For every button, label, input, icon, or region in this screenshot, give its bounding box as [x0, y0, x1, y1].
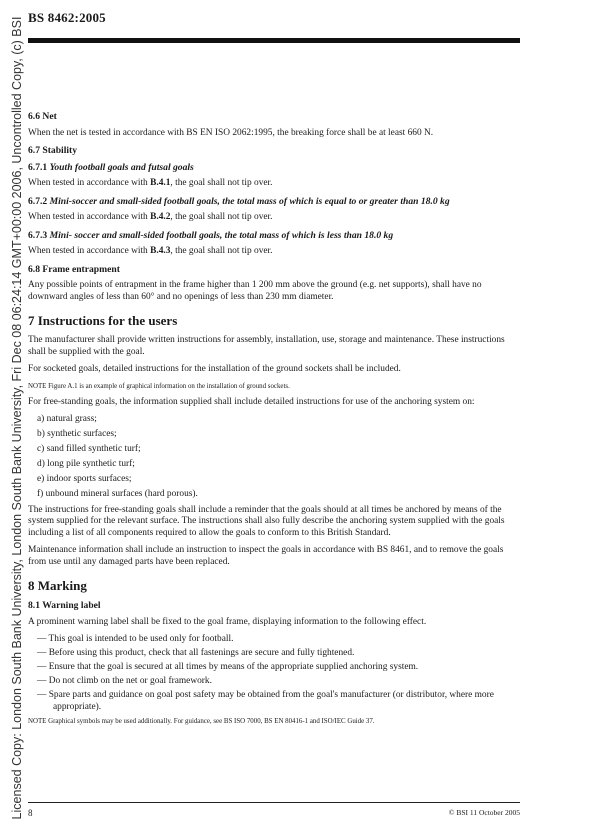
para-7-3: For free-standing goals, the information supplied shall include detailed instructions for use of the anchoring system on: [28, 396, 475, 407]
list-item: e) indoor sports surfaces; [37, 474, 132, 484]
list-item: f) unbound mineral surfaces (hard porous). [37, 489, 198, 499]
annex-ref: B.4.1 [150, 178, 171, 188]
list-item: — Ensure that the goal is secured at all times by means of the appropriate supplied anchoring system. [37, 662, 419, 672]
annex-ref: B.4.3 [150, 246, 171, 256]
para-7-2: For socketed goals, detailed instructions for the installation of the ground sockets shall be included. [28, 364, 401, 374]
document-body [28, 111, 522, 732]
text: , the goal shall not tip over. [170, 246, 273, 256]
clause-number: 6.7.2 [28, 195, 48, 207]
footer-rule [28, 802, 520, 803]
heading-6-7-3 [28, 230, 522, 242]
para-8-1: A prominent warning label shall be fixed to the goal frame, displaying information to the following effect. [28, 616, 427, 627]
clause-title: Youth football goals and futsal goals [49, 161, 194, 173]
list-item: — Do not climb on the net or goal framework. [37, 676, 212, 686]
heading-6-8: 6.8 Frame entrapment [28, 263, 120, 275]
text: , the goal shall not tip over. [170, 212, 273, 222]
heading-6-7: 6.7 Stability [28, 145, 78, 156]
clause-title: Mini-soccer and small-sided football goals, the total mass of which is equal to or greater than 18.0 kg [49, 195, 450, 207]
note-8-1: NOTE Graphical symbols may be used additionally. For guidance, see BS ISO 7000, BS EN 80416-1 and ISO/IEC Guide 37. [28, 718, 375, 725]
copyright-notice: © BSI 11 October 2005 [448, 808, 520, 817]
section-8-title: 8 Marking [28, 578, 87, 593]
heading-8-1: 8.1 Warning label [28, 600, 101, 611]
list-item: — Before using this product, check that all fastenings are secure and fully tightened. [37, 648, 355, 658]
clause-number: 6.7.1 [28, 161, 48, 173]
para-6-6: When the net is tested in accordance with BS EN ISO 2062:1995, the breaking force shall be at least 660 N. [28, 127, 434, 138]
clause-number: 6.7.3 [28, 229, 48, 241]
para-6-7-1 [28, 178, 522, 190]
document-id: BS 8462:2005 [28, 10, 106, 25]
clause-title: Mini- soccer and small-sided football goals, the total mass of which is less than 18.0 kg [49, 229, 394, 241]
warning-items [28, 634, 522, 713]
header-rule [28, 38, 520, 43]
para-6-7-2 [28, 212, 522, 224]
para-6-7-3 [28, 246, 522, 258]
text: When tested in accordance with [28, 246, 151, 256]
annex-ref: B.4.2 [150, 212, 171, 222]
list-item: b) synthetic surfaces; [37, 429, 117, 439]
list-item: a) natural grass; [37, 414, 97, 424]
list-item: c) sand filled synthetic turf; [37, 444, 141, 454]
para-7-5: Maintenance information shall include an instruction to inspect the goals in accordance with BS 8461, and to remove the goals from use until any damaged parts have been replaced. [28, 545, 504, 567]
para-7-4: The instructions for free-standing goals shall include a reminder that the goals should at all times be anchored by means of the system supplied for the relevant surface. The instructions shall also fully describe the anchoring system supplied with the goals including a list of all components required to allow the goals to conform to this British Standard. [28, 504, 505, 538]
page-number: 8 [28, 808, 33, 818]
list-item: — Spare parts and guidance on goal post safety may be obtained from the goal's manufacturer (or distributor, where more appropriate). [37, 690, 494, 712]
heading-6-6: 6.6 Net [28, 111, 57, 122]
list-item: d) long pile synthetic turf; [37, 459, 135, 469]
text: , the goal shall not tip over. [170, 178, 273, 188]
section-7-title: 7 Instructions for the users [28, 313, 178, 328]
list-item: — This goal is intended to be used only for football. [37, 634, 234, 644]
license-watermark: Licensed Copy: London South Bank University, London South Bank University, Fri Dec 08 06:24:14 GMT+00:00 2006, Uncontrolled Copy, (c) BSI [10, 16, 24, 820]
para-6-8: Any possible points of entrapment in the frame higher than 1 200 mm above the ground (e.g. net supports), shall have no downward angles of less than 60° and no openings of less than 230 mm diameter. [28, 280, 482, 302]
para-7-1: The manufacturer shall provide written instructions for assembly, installation, use, storage and maintenance. These instructions shall be supplied with the goal. [28, 335, 505, 357]
note-7-1: NOTE Figure A.1 is an example of graphical information on the installation of ground sockets. [28, 382, 290, 390]
heading-6-7-2 [28, 196, 522, 208]
heading-6-7-1 [28, 162, 522, 174]
text: When tested in accordance with [28, 212, 151, 222]
text: When tested in accordance with [28, 178, 151, 188]
surfaces-list [28, 414, 522, 501]
